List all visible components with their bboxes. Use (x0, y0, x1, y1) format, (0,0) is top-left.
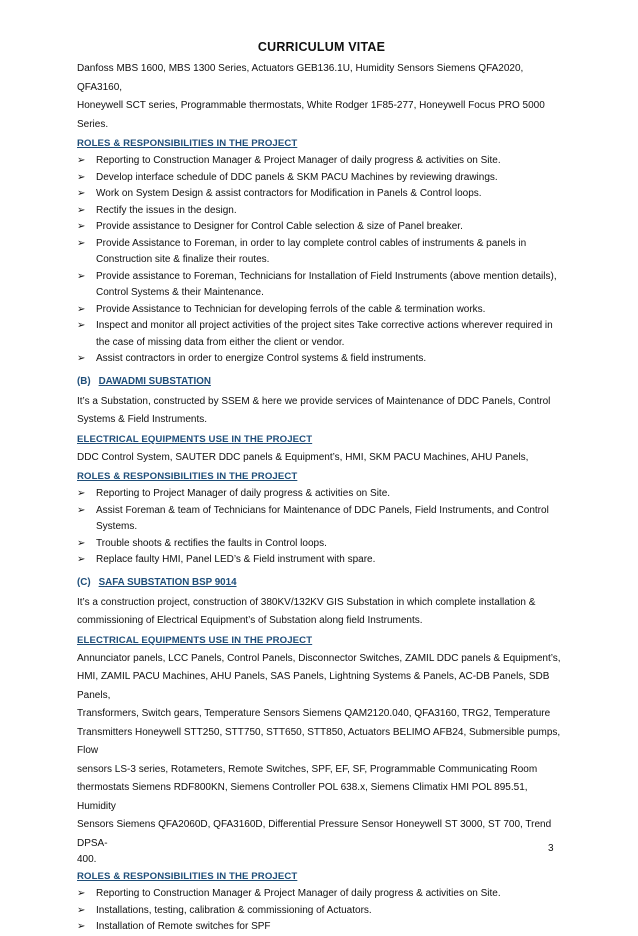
list-item: ➢ Assist contractors in order to energize Control systems & field instruments. (77, 351, 566, 368)
list-item: ➢ Reporting to Construction Manager & Project Manager of daily progress & activities on Site. (77, 153, 566, 170)
page-number: 3 (548, 843, 554, 854)
list-item: ➢ Installations, testing, calibration & commissioning of Actuators. (77, 903, 566, 920)
list-item: ➢ Inspect and monitor all project activities of the project sites Take corrective actions wherever required in the case of missing data from either the client or vendor. (77, 318, 566, 351)
intro-line: Danfoss MBS 1600, MBS 1300 Series, Actuators GEB136.1U, Humidity Sensors Siemens QFA2020, QFA3160, (77, 63, 524, 93)
list-item: ➢ Replace faulty HMI, Panel LED’s & Field instrument with spare. (77, 552, 566, 569)
section-c-equipment (77, 650, 566, 868)
list-item: ➢ Rectify the issues in the design. (77, 203, 566, 220)
roles-list (77, 153, 566, 368)
roles-heading: ROLES & RESPONSIBILITIES IN THE PROJECT (77, 471, 298, 482)
section-c-description: commissioning of Electrical Equipment’s of Substation along field Instruments. (77, 615, 423, 626)
list-item: ➢ Provide assistance to Foreman, Technicians for Installation of Field Instruments (above mention details), Control Systems & their Maintenance. (77, 269, 566, 302)
list-item: ➢ Reporting to Project Manager of daily progress & activities on Site. (77, 486, 566, 503)
equipment-line: HMI, ZAMIL PACU Machines, AHU Panels, SAS Panels, Lightning Systems & Panels, AC-DB Panels, SDB Panels, (77, 671, 550, 701)
list-item: ➢ Work on System Design & assist contractors for Modification in Panels & Control loops. (77, 186, 566, 203)
roles-heading: ROLES & RESPONSIBILITIES IN THE PROJECT (77, 871, 298, 882)
equipment-line: thermostats Siemens RDF800KN, Siemens Controller POL 638.x, Siemens Climatix HMI POL 895.51, Humidity (77, 782, 528, 812)
section-label: (B) (77, 375, 91, 387)
list-item: ➢ Installation of Remote switches for SPF (77, 919, 566, 936)
equipment-line: 400. (77, 854, 97, 865)
list-item: ➢ Provide Assistance to Technician for developing ferrols of the cable & termination works. (77, 302, 566, 319)
section-b-description: It’s a Substation, constructed by SSEM & here we provide services of Maintenance of DDC Panels, Control (77, 395, 551, 407)
equipment-heading: ELECTRICAL EQUIPMENTS USE IN THE PROJECT (77, 433, 313, 445)
list-item: ➢ Reporting to Construction Manager & Project Manager of daily progress & activities on Site. (77, 886, 566, 903)
equipment-line: Transmitters Honeywell STT250, STT750, STT650, STT850, Actuators BELIMO AFB24, Submersible pumps, Flow (77, 726, 561, 756)
section-b-equipment: DDC Control System, SAUTER DDC panels & Equipment’s, HMI, SKM PACU Machines, AHU Panels, (77, 451, 529, 463)
section-b-description: Systems & Field Instruments. (77, 414, 208, 425)
intro-text (77, 60, 566, 134)
list-item: ➢ Develop interface schedule of DDC panels & SKM PACU Machines by reviewing drawings. (77, 170, 566, 187)
list-item: ➢ Assist Foreman & team of Technicians for Maintenance of DDC Panels, Field Instruments, and Control Systems. (77, 503, 566, 536)
section-name: SAFA SUBSTATION BSP 9014 (98, 576, 237, 588)
section-c-heading (77, 575, 566, 591)
section-label: (C) (77, 576, 91, 588)
equipment-line: Transformers, Switch gears, Temperature Sensors Siemens QAM2120.040, QFA3160, TRG2, Temperature (77, 708, 551, 719)
equipment-heading: ELECTRICAL EQUIPMENTS USE IN THE PROJECT (77, 634, 313, 646)
document-title: CURRICULUM VITAE (257, 40, 386, 54)
equipment-line: sensors LS-3 series, Rotameters, Remote Switches, SPF, EF, SF, Programmable Communicating Room (77, 763, 538, 775)
section-b-heading (77, 374, 566, 390)
intro-line: Honeywell SCT series, Programmable thermostats, White Rodger 1F85-277, Honeywell Focus PRO 5000 Series. (77, 100, 545, 130)
roles-list (77, 886, 566, 936)
equipment-line: Sensors Siemens QFA2060D, QFA3160D, Differential Pressure Sensor Honeywell ST 3000, ST 700, Trend DPSA- (77, 819, 552, 849)
section-c-description: It’s a construction project, construction of 380KV/132KV GIS Substation in which complete installation & (77, 596, 536, 608)
list-item: ➢ Trouble shoots & rectifies the faults in Control loops. (77, 536, 566, 553)
roles-list (77, 486, 566, 569)
list-item: ➢ Provide Assistance to Foreman, in order to lay complete control cables of instruments & panels in Construction site & finalize their routes. (77, 236, 566, 269)
list-item: ➢ Provide assistance to Designer for Control Cable selection & size of Panel breaker. (77, 219, 566, 236)
equipment-line: Annunciator panels, LCC Panels, Control Panels, Disconnector Switches, ZAMIL DDC panels & Equipment’s, (77, 652, 561, 664)
section-name: DAWADMI SUBSTATION (98, 375, 211, 387)
roles-heading: ROLES & RESPONSIBILITIES IN THE PROJECT (77, 138, 298, 149)
